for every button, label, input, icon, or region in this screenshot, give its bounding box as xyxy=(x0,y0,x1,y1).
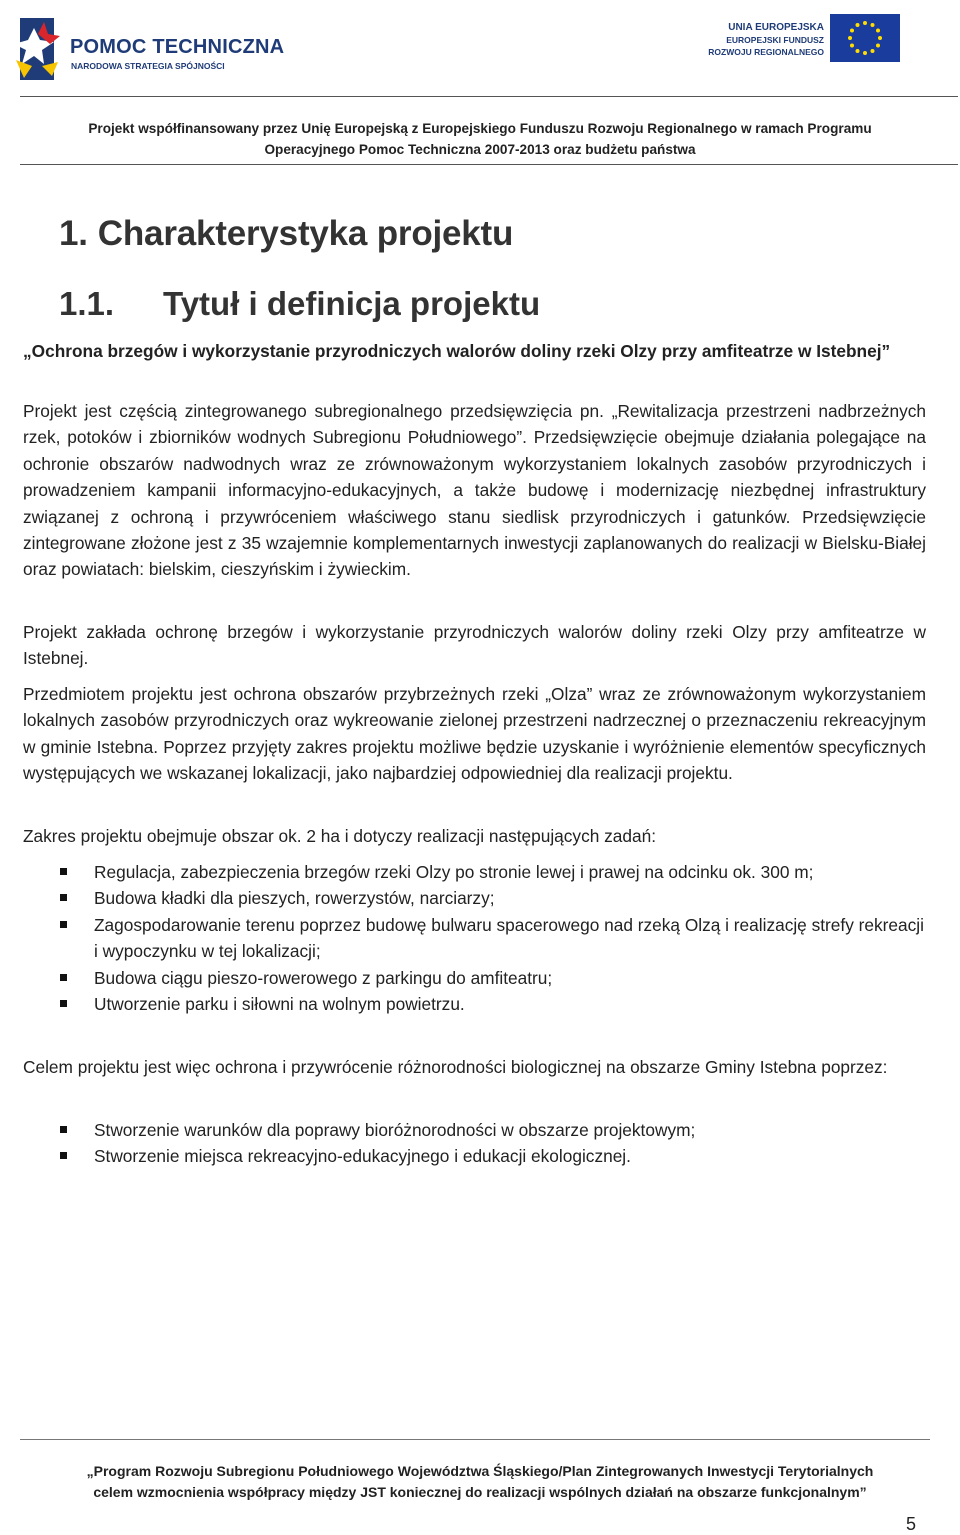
section-heading xyxy=(59,214,513,254)
section-title: Charakterystyka projektu xyxy=(97,214,514,253)
header-divider-top xyxy=(20,96,958,97)
paragraph-3: Przedmiotem projektu jest ochrona obszarów przybrzeżnych rzeki „Olza” wraz ze zrównoważonym wykorzystaniem lokalnych zasobów przyrodniczych oraz wykreowanie zielonej przestrzeni nadrzecznej o przeznaczeniu rekreacyjnym w gminie Istebna. Poprzez przyjęty zakres projektu możliwe będzie uzyskanie i wyróżnienie elementów specyficznych występujących we wskazanej lokalizacji, jako najbardziej odpowiedniej dla realizacji projektu. xyxy=(23,684,926,784)
list-item xyxy=(23,885,926,911)
cofunding-statement xyxy=(0,118,960,160)
pomoc-techniczna-logo xyxy=(14,14,285,86)
bullet-square-icon xyxy=(60,921,67,928)
paragraph-4: Zakres projektu obejmuje obszar ok. 2 ha i dotyczy realizacji następujących zadań: xyxy=(23,826,657,846)
subsection-title: Tytuł i definicja projektu xyxy=(163,285,541,322)
task-text: Utworzenie parku i siłowni na wolnym powietrzu. xyxy=(94,994,465,1015)
bullet-square-icon xyxy=(60,1000,67,1007)
bullet-square-icon xyxy=(60,974,67,981)
list-item xyxy=(23,965,926,991)
bullet-square-icon xyxy=(60,868,67,875)
list-item xyxy=(23,859,926,885)
paragraph-goal xyxy=(23,1054,926,1080)
footer-line-2: celem wzmocnienia współpracy między JST koniecznej do realizacji wspólnych działań na obszarze funkcjonalnym” xyxy=(93,1484,867,1500)
task-list xyxy=(23,859,926,1017)
eu-logo-line-1: UNIA EUROPEJSKA xyxy=(728,22,824,33)
cofunding-line-1: Projekt współfinansowany przez Unię Europejską z Europejskiego Funduszu Rozwoju Regionalnego w ramach Programu xyxy=(88,121,872,136)
paragraph-2: Projekt zakłada ochronę brzegów i wykorzystanie przyrodniczych walorów doliny rzeki Olzy przy amfiteatrze w Istebnej. xyxy=(23,622,926,669)
bullet-square-icon xyxy=(60,1126,67,1133)
eu-flag-icon xyxy=(830,14,900,62)
eu-logo-line-2: EUROPEJSKI FUNDUSZ xyxy=(726,35,824,45)
list-item xyxy=(23,991,926,1017)
star-logo-icon xyxy=(14,14,66,84)
page-number: 5 xyxy=(906,1514,917,1534)
paragraph-range xyxy=(23,823,926,849)
project-title: „Ochrona brzegów i wykorzystanie przyrodniczych walorów doliny rzeki Olzy przy amfiteatrze w Istebnej” xyxy=(23,341,891,361)
list-item xyxy=(23,912,926,965)
paragraph-5: Celem projektu jest więc ochrona i przywrócenie różnorodności biologicznej na obszarze Gminy Istebna poprzez: xyxy=(23,1057,888,1077)
list-item xyxy=(23,1143,926,1169)
eu-logo xyxy=(690,14,920,68)
section-number: 1. xyxy=(59,214,88,253)
subsection-heading xyxy=(59,285,540,323)
cofunding-line-2: Operacyjnego Pomoc Techniczna 2007-2013 oraz budżetu państwa xyxy=(264,142,696,157)
task-text: Budowa kładki dla pieszych, rowerzystów, narciarzy; xyxy=(94,888,495,909)
subsection-number: 1.1. xyxy=(59,285,115,322)
paragraph-context xyxy=(23,398,926,583)
header-divider-bottom xyxy=(20,164,958,165)
bullet-square-icon xyxy=(60,894,67,901)
task-text: Zagospodarowanie terenu poprzez budowę bulwaru spacerowego nad rzeką Olzą i realizację strefy rekreacji i wypoczynku w tej lokalizacji; xyxy=(94,914,924,962)
list-item xyxy=(23,1117,926,1143)
page-footer xyxy=(0,1461,960,1503)
logo-left-name: POMOC TECHNICZNA xyxy=(70,36,285,58)
eu-logo-line-3: ROZWOJU REGIONALNEGO xyxy=(708,47,824,57)
footer-line-1: „Program Rozwoju Subregionu Południowego Województwa Śląskiego/Plan Zintegrowanych Inwestycji Terytorialnych xyxy=(86,1463,874,1479)
paragraph-1: Projekt jest częścią zintegrowanego subregionalnego przedsięwzięcia pn. „Rewitalizacja przestrzeni nadbrzeżnych rzek, potoków i zbiorników wodnych Subregionu Południowego”. Przedsięwzięcie obejmuje działania polegające na ochronie obszarów nadwodnych wraz ze zrównoważonym wykorzystaniem lokalnych zasobów przyrodniczych i prowadzeniem kampanii informacyjno-edukacyjnych, a także budowę i modernizację niezbędnej infrastruktury związanej z ochroną i przywróceniem właściwego stanu siedlisk przyrodniczych i gatunków. Przedsięwzięcie zintegrowane złożone jest z 35 wzajemnie komplementarnych inwestycji zaplanowanych do realizacji w Bielsku-Białej oraz powiatach: bielskim, cieszyńskim i żywieckim. xyxy=(23,401,926,580)
goal-list xyxy=(23,1117,926,1170)
goal-text: Stworzenie warunków dla poprawy bioróżnorodności w obszarze projektowym; xyxy=(94,1120,696,1140)
goal-text: Stworzenie miejsca rekreacyjno-edukacyjnego i edukacji ekologicznej. xyxy=(94,1146,631,1167)
task-text: Budowa ciągu pieszo-rowerowego z parkingu do amfiteatru; xyxy=(94,967,553,988)
paragraph-scope xyxy=(23,619,926,672)
eu-logo-text xyxy=(690,22,824,58)
footer-divider xyxy=(20,1439,930,1440)
logo-left-subtitle: NARODOWA STRATEGIA SPÓJNOŚCI xyxy=(71,61,225,71)
page-header xyxy=(0,0,960,166)
bullet-square-icon xyxy=(60,1152,67,1159)
paragraph-subject xyxy=(23,681,926,787)
task-text: Regulacja, zabezpieczenia brzegów rzeki Olzy po stronie lewej i prawej na odcinku ok. 300 m; xyxy=(94,862,814,882)
